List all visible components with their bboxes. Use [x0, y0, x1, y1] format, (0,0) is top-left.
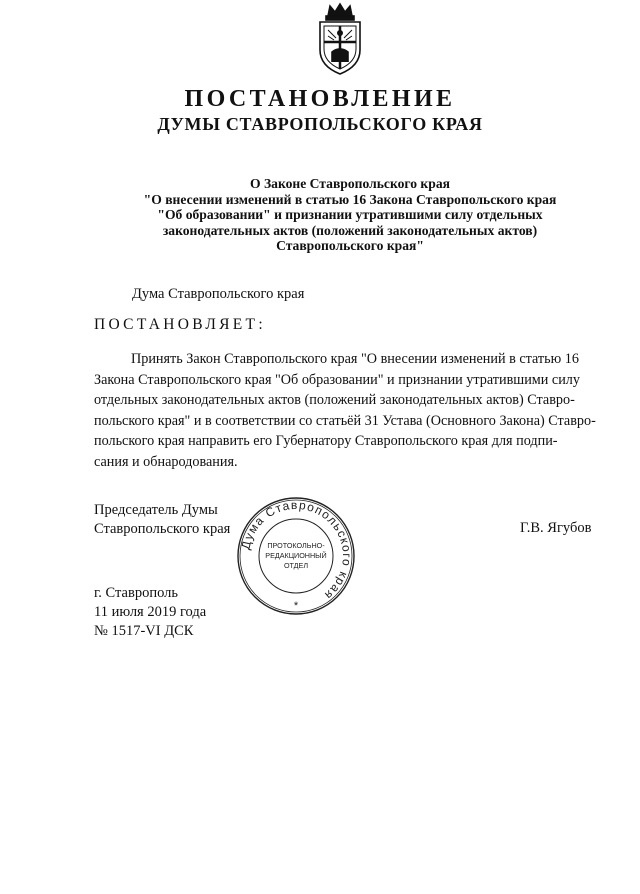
body-line: Закона Ставропольского края "Об образовании" и признании утратившими силу: [94, 371, 580, 388]
document-footer: [94, 584, 206, 641]
stamp-center-line: ОТДЕЛ: [283, 561, 309, 570]
signatory-name: Г.В. Ягубов: [520, 520, 592, 536]
signatory-position: [94, 501, 230, 539]
position-line: Председатель Думы: [94, 502, 218, 518]
body-line: польского края направить его Губернатору Ставропольского края для подпи-: [94, 433, 558, 450]
body-line: польского края" и в соответствии со статьёй 31 Устава (Основного Закона) Ставро-: [94, 412, 596, 429]
body-line: Принять Закон Ставропольского края "О внесении изменений в статью 16: [131, 351, 579, 367]
body-line: сания и обнародования.: [94, 453, 238, 470]
stamp-ring-text: Дума Ставропольского края: [238, 497, 355, 604]
footer-date: 11 июля 2019 года: [94, 604, 207, 620]
stamp-star: *: [293, 600, 299, 612]
stamp-center-line: ПРОТОКОЛЬНО-: [267, 541, 325, 550]
footer-place: г. Ставрополь: [94, 585, 179, 601]
resolution-heading: [100, 176, 600, 254]
body-line: отдельных законодательных актов (положений законодательных актов) Ставро-: [94, 392, 575, 409]
document-subtitle: ДУМЫ СТАВРОПОЛЬСКОГО КРАЯ: [157, 114, 483, 134]
heading-line: О Законе Ставропольского края: [250, 176, 450, 191]
resolves-label: ПОСТАНОВЛЯЕТ:: [94, 316, 266, 333]
heading-line: "Об образовании" и признании утратившими силу отдельных: [157, 207, 543, 223]
heading-line: Ставропольского края": [276, 238, 424, 254]
heading-line: законодательных актов (положений законодательных актов): [162, 222, 538, 238]
footer-number: № 1517-VI ДСК: [94, 623, 194, 639]
preamble: Дума Ставропольского края: [132, 286, 305, 302]
heading-line: "О внесении изменений в статью 16 Закона Ставропольского края: [143, 191, 557, 207]
stamp-center-line: РЕДАКЦИОННЫЙ: [265, 551, 327, 560]
coat-of-arms-emblem: [312, 2, 368, 78]
official-stamp: [236, 496, 356, 616]
resolution-body: [94, 349, 600, 473]
position-line: Ставропольского края: [94, 521, 231, 537]
document-title: ПОСТАНОВЛЕНИЕ: [184, 86, 456, 112]
